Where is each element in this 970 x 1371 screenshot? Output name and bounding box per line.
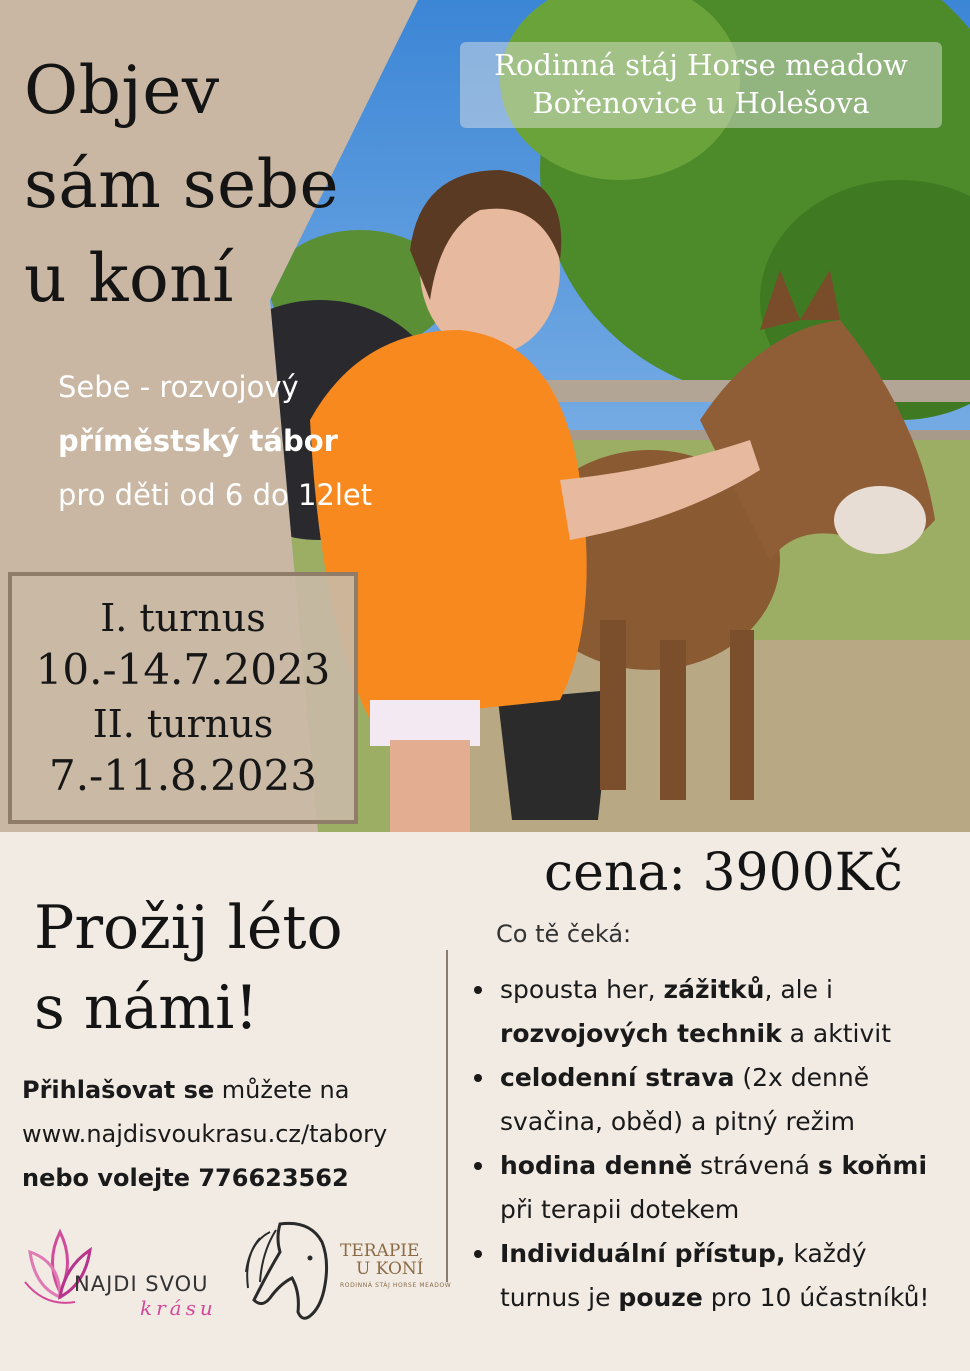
- main-title: [24, 44, 339, 326]
- terapie-u-koni-logo: [240, 1212, 450, 1332]
- signup-line: [22, 1068, 387, 1112]
- list-item: [470, 1232, 962, 1320]
- subtitle-line-1: Sebe - rozvojový: [58, 370, 299, 404]
- horse-head-icon: [240, 1212, 340, 1332]
- item-1-bold-b: rozvojových technik: [500, 1019, 782, 1048]
- expect-label: Co tě čeká:: [496, 920, 632, 948]
- item-4-text-b: turnus je: [500, 1283, 619, 1312]
- contact-info: [22, 1068, 387, 1200]
- title-line-2: sám sebe: [24, 146, 340, 223]
- item-3-text-a: strávená: [692, 1151, 818, 1180]
- item-3-bold-b: s koňmi: [817, 1151, 928, 1180]
- item-3-bold-a: hodina denně: [500, 1151, 693, 1180]
- venue-name: Rodinná stáj Horse meadow: [494, 48, 908, 82]
- lotus-icon: [20, 1222, 100, 1312]
- price: cena: 3900Kč: [544, 843, 903, 903]
- logo-u-koni-text: U KONÍ: [356, 1259, 424, 1279]
- subtitle-line-2: příměstský tábor: [58, 424, 338, 458]
- features-list: [470, 968, 962, 1320]
- turn-1-label: I. turnus: [100, 596, 266, 640]
- najdi-svou-krasu-logo: [20, 1222, 250, 1332]
- tagline-line-2: s námi!: [34, 973, 259, 1043]
- signup-url-link[interactable]: www.najdisvoukrasu.cz/tabory: [22, 1120, 388, 1148]
- signup-rest: můžete na: [214, 1076, 350, 1104]
- list-item: [470, 968, 962, 1056]
- list-item: [470, 1144, 962, 1232]
- dates-box: [8, 572, 358, 824]
- item-1-bold-a: zážitků: [663, 975, 765, 1004]
- item-1-text-b: , ale i: [764, 975, 833, 1004]
- logo-terapie-text: TERAPIE: [340, 1241, 420, 1261]
- phone-line: [22, 1156, 387, 1200]
- title-line-3: u koní: [24, 240, 234, 317]
- venue-badge: [460, 42, 942, 128]
- logo-najdi-text: NAJDI SVOU: [74, 1272, 209, 1296]
- item-4-bold-a: Individuální přístup,: [500, 1239, 786, 1268]
- title-line-1: Objev: [24, 52, 220, 129]
- venue-location: Bořenovice u Holešova: [532, 86, 870, 120]
- turn-1-dates: 10.-14.7.2023: [35, 645, 331, 694]
- item-3-text-b: při terapii dotekem: [500, 1195, 740, 1224]
- item-1-text-c: a aktivit: [781, 1019, 892, 1048]
- item-2-text-a: (2x denně: [734, 1063, 870, 1092]
- item-4-text-a: každý: [785, 1239, 867, 1268]
- item-2-text-b: svačina, oběd) a pitný režim: [500, 1107, 856, 1136]
- subtitle-line-3: pro děti od 6 do 12let: [58, 478, 373, 512]
- list-item: [470, 1056, 962, 1144]
- tagline-line-1: Prožij léto: [34, 893, 343, 963]
- logo-stable-text: RODINNÁ STÁJ HORSE MEADOW: [340, 1282, 452, 1289]
- item-1-text-a: spousta her,: [500, 975, 664, 1004]
- turn-2-dates: 7.-11.8.2023: [48, 751, 318, 800]
- item-2-bold-a: celodenní strava: [500, 1063, 735, 1092]
- turn-2-label: II. turnus: [92, 702, 274, 746]
- signup-bold: Přihlašovat se: [22, 1076, 215, 1104]
- camp-subtitle: [58, 360, 458, 522]
- item-4-bold-b: pouze: [618, 1283, 703, 1312]
- tagline: [34, 888, 343, 1048]
- phone-text: nebo volejte 776623562: [22, 1164, 349, 1192]
- logo-krasu-text: krásu: [140, 1296, 217, 1320]
- item-4-text-c: pro 10 účastníků!: [702, 1283, 930, 1312]
